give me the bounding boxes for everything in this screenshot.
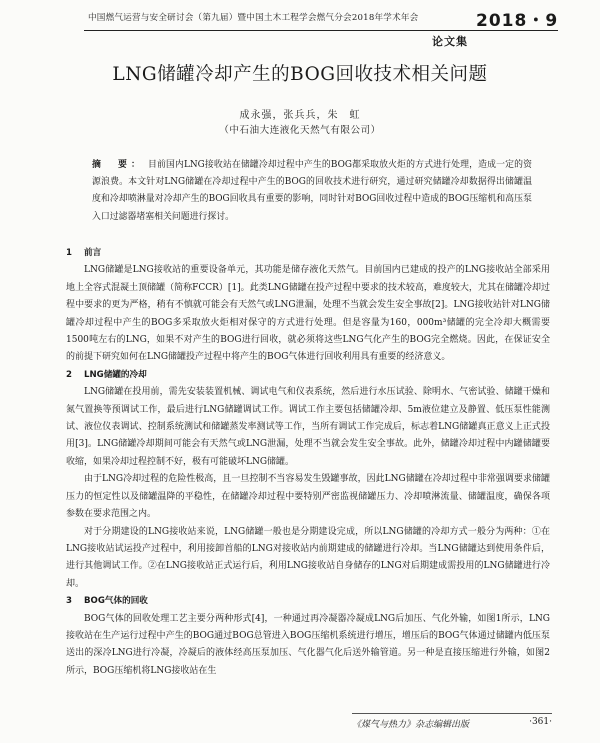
paragraph: 由于LNG冷却过程的危险性极高，且一旦控制不当容易发生毁罐事故，因此LNG储罐在冷却过程中非常强调要求储罐压力的恒定性以及储罐温降的平稳性，在储罐冷却过程中要特别严密监视储罐压力、冷却喷淋流量、储罐温度，确保各项参数在要求范围之内。 — [66, 474, 550, 520]
paper-body — [66, 245, 550, 680]
paragraph: BOG气体的回收处理工艺主要分两种形式[4]，一种通过再冷凝器冷凝成LNG后加压、气化外输，如图1所示，LNG接收站在生产运行过程中产生的BOG通过BOG总管进入BOG压缩机系统进行增压，增压后的BOG气体通过储罐内低压泵送出的深冷LNG进行冷凝，冷凝后的液体经高压泵加压、气化器气化后送外输管道。另一种是直接压缩进行外输，如图2所示，BOG压缩机将LNG接收站在生 — [66, 613, 550, 676]
section-heading — [66, 367, 550, 384]
header-rule — [84, 30, 558, 31]
section-number: 3 — [66, 596, 72, 607]
paragraph: LNG储罐在投用前，需先安装装置机械、调试电气和仪表系统，然后进行水压试验、除明水、气密试验、储罐干燥和氮气置换等预调试工作，最后进行LNG储罐调试工作。调试工作主要包括储罐冷却、5m液位建立及静置、低压泵性能测试、液位仪表调试、控制系统测试和储罐蒸发率测试等工作，当所有调试工作完成后，标志着LNG储罐真正意义上正式投用[3]。LNG储罐冷却期间可能会有天然气或LNG泄漏，处理不当就会发生安全事故。此外，储罐冷却过程中内罐储罐要收缩，如果冷却过程控制不好，极有可能破坏LNG储罐。 — [66, 387, 550, 467]
page-footer — [352, 717, 552, 731]
header-year: 2018・9 — [476, 11, 559, 31]
footer-journal: 《煤气与热力》杂志编辑出版 — [352, 720, 470, 730]
paper-title: LNG储罐冷却产生的BOG回收技术相关问题 — [112, 64, 488, 85]
paper-affiliation: （中石油大连液化天然气有限公司） — [219, 125, 381, 136]
abstract-text: 目前国内LNG接收站在储罐冷却过程中产生的BOG都采取放火炬的方式进行处理，造成一定的资源浪费。本文针对LNG储罐在冷却过程中产生的BOG的回收技术进行研究，通过研究储罐冷却数据得出储罐温度和冷却喷淋量对冷却产生的BOG回收具有重要的影响，同时针对BOG回收过程中造成的BOG压缩机和高压泵入口过滤器堵塞相关问题进行探讨。 — [92, 160, 532, 222]
section-number: 1 — [66, 248, 72, 258]
paragraph: 对于分期建设的LNG接收站来说，LNG储罐一般也是分期建设完成，所以LNG储罐的冷却方式一般分为两种：①在LNG接收站试运投产过程中，利用接卸首船的LNG对接收站内前期建成的储罐进行冷却。当LNG储罐达到使用条件后，进行其他调试工作。②在LNG接收站正式运行后，利用LNG接收站自身储存的LNG对后期建成需投用的LNG储罐进行冷却。 — [66, 526, 550, 589]
running-header: 中国燃气运营与安全研讨会（第九届）暨中国土木工程学会燃气分会2018年学术年会 — [88, 13, 419, 23]
section-number: 2 — [66, 369, 72, 380]
abstract — [92, 157, 532, 226]
section-heading — [66, 245, 550, 262]
paragraph: LNG储罐是LNG接收站的重要设备单元，其功能是储存液化天然气。目前国内已建成的投产的LNG接收站全部采用地上全容式混凝土顶储罐（简称FCCR）[1]。此类LNG储罐在投产过程中要求的技术较高，难度较大，尤其在储罐冷却过程中要求的更为严格，稍有不慎就可能会有天然气或LNG泄漏，处理不当就会发生安全事故[2]。LNG接收站针对LNG储罐冷却过程中产生的BOG多采取放火炬相对保守的方式进行处理。但是容量为160，000m³储罐的完全冷却大概需要1500吨左右的LNG，如果不对产生的BOG进行回收，就必须将这些LNG气化产生的BOG完全燃烧。因此，在保证安全的前提下研究如何在LNG储罐投产过程中将产生的BOG气体进行回收利用具有重要的经济意义。 — [66, 265, 550, 363]
section-heading — [66, 593, 550, 610]
paper-authors: 成永强，张兵兵，朱 虹 — [239, 110, 361, 121]
footer-rule — [352, 713, 552, 714]
abstract-label: 摘 要： — [92, 160, 145, 170]
section-title: 前言 — [84, 248, 102, 258]
section-title: LNG储罐的冷却 — [84, 369, 147, 380]
page-number: ·361· — [529, 717, 552, 727]
header-section-label: 论文集 — [432, 35, 468, 48]
section-title: BOG气体的回收 — [84, 596, 148, 607]
